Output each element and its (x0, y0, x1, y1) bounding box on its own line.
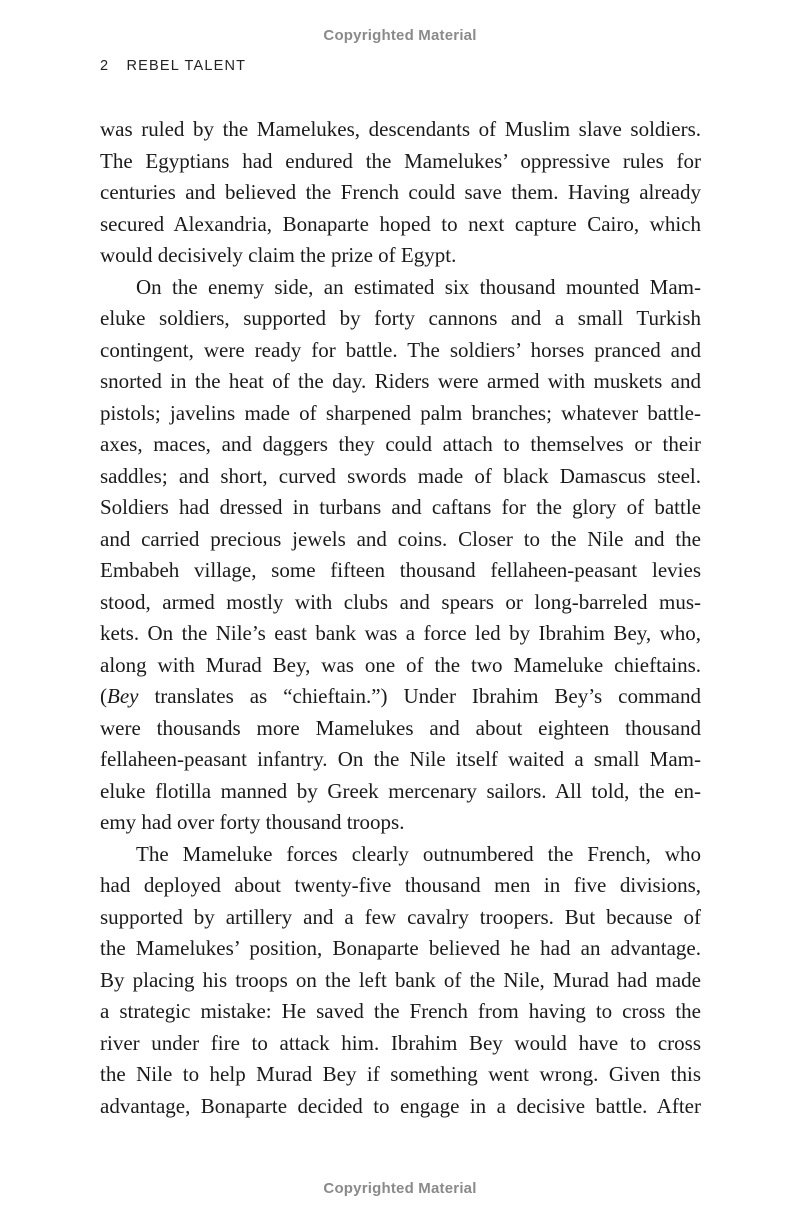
text-line: Soldiers had dressed in turbans and caftans for the glory of battle (100, 495, 701, 519)
text-line: pistols; javelins made of sharpened palm branches; whatever battle- (100, 400, 701, 425)
text-line: kets. On the Nile’s east bank was a force led by Ibrahim Bey, who, (100, 621, 701, 645)
text-line: emy had over forty thousand troops. (100, 810, 405, 834)
paragraph (100, 272, 701, 839)
text-line: fellaheen-peasant infantry. On the Nile itself waited a small Mam- (100, 747, 701, 771)
text-line: By placing his troops on the left bank of the Nile, Murad had made (100, 967, 701, 992)
text-line: centuries and believed the French could save them. Having already (100, 180, 701, 204)
text-line: The Egyptians had endured the Mamelukes’ oppressive rules for (100, 148, 701, 173)
text-line: The Mameluke forces clearly outnumbered the French, who (136, 841, 701, 866)
text-line: river under fire to attack him. Ibrahim Bey would have to cross (100, 1030, 701, 1055)
text-line: secured Alexandria, Bonaparte hoped to next capture Cairo, which (100, 211, 701, 236)
text-line: along with Murad Bey, was one of the two Mameluke chieftains. (100, 652, 701, 677)
copyright-watermark-top: Copyrighted Material (323, 27, 477, 44)
text-line: and carried precious jewels and coins. Closer to the Nile and the (100, 526, 701, 551)
text-line: the Mamelukes’ position, Bonaparte believed he had an advantage. (100, 936, 701, 960)
text-line: was ruled by the Mamelukes, descendants of Muslim slave soldiers. (100, 117, 701, 141)
text-line: stood, armed mostly with clubs and spears or long-barreled mus- (100, 589, 701, 614)
text-line: supported by artillery and a few cavalry troopers. But because of (100, 904, 701, 929)
text-line: the Nile to help Murad Bey if something went wrong. Given this (100, 1062, 701, 1086)
text-line: advantage, Bonaparte decided to engage in a decisive battle. After (100, 1093, 701, 1118)
text-line: axes, maces, and daggers they could attach to themselves or their (100, 432, 701, 456)
text-line: eluke soldiers, supported by forty cannons and a small Turkish (100, 306, 701, 330)
text-line: (Bey translates as “chieftain.”) Under Ibrahim Bey’s command (100, 684, 701, 708)
text-line: saddles; and short, curved swords made of black Damascus steel. (100, 463, 701, 488)
text-line: eluke flotilla manned by Greek mercenary sailors. All told, the en- (100, 778, 701, 803)
text-line: would decisively claim the prize of Egypt. (100, 243, 457, 267)
paragraph (100, 114, 701, 272)
text-line: contingent, were ready for battle. The soldiers’ horses pranced and (100, 337, 701, 362)
paragraph (100, 839, 701, 1123)
text-line: had deployed about twenty-five thousand men in five divisions, (100, 873, 701, 897)
text-line: were thousands more Mamelukes and about eighteen thousand (100, 715, 701, 740)
text-line: snorted in the heat of the day. Riders were armed with muskets and (100, 369, 701, 393)
body-text (100, 114, 701, 1122)
page-number: 2 (100, 58, 110, 74)
text-line: Embabeh village, some fifteen thousand fellaheen-peasant levies (100, 558, 701, 582)
copyright-watermark-bottom: Copyrighted Material (323, 1180, 477, 1197)
text-line: On the enemy side, an estimated six thousand mounted Mam- (136, 274, 701, 299)
book-title: REBEL TALENT (126, 58, 247, 74)
running-head (100, 58, 246, 74)
text-line: a strategic mistake: He saved the French from having to cross the (100, 999, 701, 1023)
